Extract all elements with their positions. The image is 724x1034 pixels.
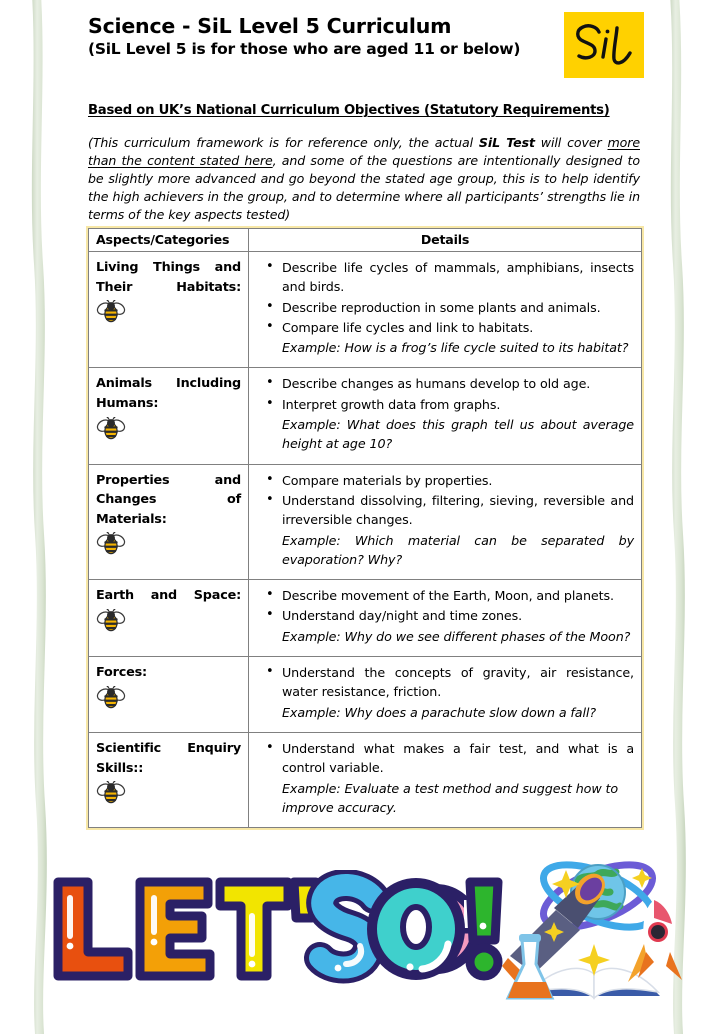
aspect-label: Forces: [96, 665, 147, 681]
table-row [89, 252, 642, 368]
sil-logo-mark [569, 19, 639, 71]
aspect-label: Earth and Space: [96, 588, 241, 604]
footer-artwork [0, 848, 724, 1024]
intro-bold-siltest: SiL Test [478, 135, 535, 150]
table-row [89, 464, 642, 579]
header-titles [88, 14, 558, 59]
aspect-cell [89, 252, 249, 368]
aspect-cell [89, 657, 249, 733]
aspect-label: Scientific Enquiry Skills:: [96, 740, 241, 776]
bee-icon [96, 300, 126, 326]
example-text: Example: Why does a parachute slow down a fall? [282, 704, 596, 720]
curriculum-table [88, 228, 642, 828]
column-header-details: Details [249, 229, 642, 252]
table-row [89, 580, 642, 657]
science-illustration [494, 848, 694, 1008]
example-text: Example: Evaluate a test method and suggest how to improve accuracy. [282, 780, 619, 815]
curriculum-table-wrapper [86, 226, 644, 830]
details-cell [249, 252, 642, 368]
intro-part3: , and some of the questions are intentionally designed to be slightly more advanced and go beyond the stated age group, this is to help identify the high achievers in the group, and to determine where all participants’ strengths lie in terms of the key aspects tested) [88, 153, 640, 222]
details-bullet: • Compare life cycles and link to habitats. [282, 318, 634, 337]
bee-icon [96, 532, 126, 558]
example-text: Example: What does this graph tell us about average height at age 10? [282, 417, 634, 452]
table-row [89, 732, 642, 827]
bee-icon [96, 609, 126, 635]
details-bullet: • Compare materials by properties. [282, 471, 634, 490]
details-cell [249, 580, 642, 657]
details-bullet-list [256, 586, 634, 626]
page-header [88, 14, 644, 90]
details-bullet: • Understand day/night and time zones. [282, 606, 634, 625]
details-bullet: • Describe life cycles of mammals, amphibians, insects and birds. [282, 258, 634, 297]
details-cell [249, 657, 642, 733]
details-bullet: • Describe changes as humans develop to old age. [282, 374, 634, 393]
example-text: Example: Why do we see different phases of the Moon? [282, 628, 631, 644]
intro-underlined: more than the content stated here [88, 135, 640, 168]
details-bullet-list [256, 739, 634, 778]
example-text: Example: How is a frog’s life cycle suited to its habitat? [282, 340, 629, 356]
aspect-label: Living Things and Their Habitats: [96, 260, 241, 295]
page-subtitle: (SiL Level 5 is for those who are aged 11 or below) [88, 40, 521, 59]
details-bullet: • Understand what makes a fair test, and what is a control variable. [282, 739, 634, 778]
intro-part2: will cover [534, 135, 608, 150]
bee-icon [96, 417, 126, 443]
table-body [89, 252, 642, 828]
aspect-cell [89, 368, 249, 464]
page-title: Science - SiL Level 5 Curriculum [88, 14, 452, 38]
table-header-row [89, 229, 642, 252]
intro-part1: (This curriculum framework is for reference only, the actual [88, 135, 479, 150]
intro-paragraph [88, 134, 640, 224]
statutory-heading: Based on UK’s National Curriculum Objectives (Statutory Requirements) [88, 103, 610, 118]
sil-logo [564, 12, 644, 78]
column-header-aspects: Aspects/Categories [89, 229, 249, 252]
details-bullet: • Interpret growth data from graphs. [282, 395, 634, 414]
aspect-cell [89, 464, 249, 579]
details-cell [249, 464, 642, 579]
details-bullet: • Describe reproduction in some plants and animals. [282, 298, 634, 317]
details-bullet-list [256, 471, 634, 530]
aspect-label: Animals Including Humans: [96, 376, 241, 412]
details-cell [249, 368, 642, 464]
details-bullet-list [256, 374, 634, 414]
details-bullet: • Understand dissolving, filtering, sieving, reversible and irreversible changes. [282, 491, 634, 530]
details-bullet: • Understand the concepts of gravity, air resistance, water resistance, friction. [282, 663, 634, 702]
details-bullet-list [256, 663, 634, 702]
aspect-cell [89, 580, 249, 657]
details-cell [249, 732, 642, 827]
aspect-label: Properties and Changes of Materials: [96, 472, 241, 527]
table-row [89, 657, 642, 733]
details-bullet-list [256, 258, 634, 337]
bee-icon [96, 686, 126, 712]
details-bullet: • Describe movement of the Earth, Moon, and planets. [282, 586, 634, 605]
example-text: Example: Which material can be separated by evaporation? Why? [282, 532, 634, 567]
rocket-icon [628, 900, 682, 982]
bee-icon [96, 781, 126, 807]
aspect-cell [89, 732, 249, 827]
table-row [89, 368, 642, 464]
